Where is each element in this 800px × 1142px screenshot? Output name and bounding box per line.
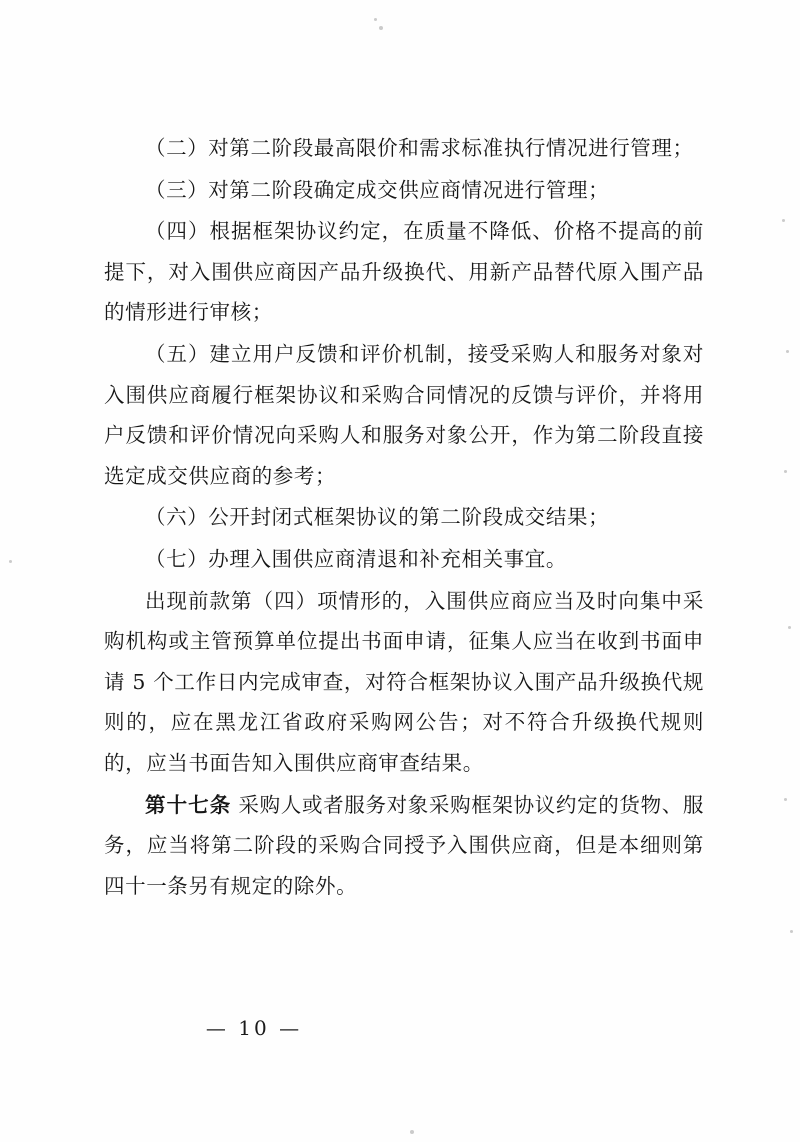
article-number: 第十七条 — [145, 792, 232, 817]
paragraph-item-3 — [104, 170, 704, 211]
scan-speck — [379, 26, 383, 30]
scan-speck — [790, 930, 793, 933]
scan-speck — [788, 626, 791, 629]
paragraph-article-17 — [104, 785, 704, 907]
scan-speck — [784, 470, 787, 473]
scan-speck — [410, 1130, 414, 1134]
scan-speck — [784, 798, 787, 801]
page-footer — [0, 1016, 800, 1040]
paragraph-text: （五）建立用户反馈和评价机制，接受采购人和服务对象对入围供应商履行框架协议和采购合同情况的反馈与评价，并将用户反馈和评价情况向采购人和服务对象公开，作为第二阶段直接选定成交供应商的参考； — [104, 341, 704, 488]
document-body — [104, 128, 704, 907]
paragraph-item-6 — [104, 497, 704, 538]
paragraph-supplement — [104, 581, 704, 784]
scan-speck — [9, 560, 12, 563]
paragraph-item-5 — [104, 334, 704, 496]
paragraph-text: （二）对第二阶段最高限价和需求标准执行情况进行管理； — [145, 136, 694, 160]
paragraph-item-2 — [104, 128, 704, 169]
paragraph-text: （三）对第二阶段确定成交供应商情况进行管理； — [145, 177, 610, 202]
paragraph-text: （七）办理入围供应商清退和补充相关事宜。 — [145, 546, 567, 571]
paragraph-text: 采购人或者服务对象采购框架协议约定的货物、服务，应当将第二阶段的采购合同授予入围供应商，但是本细则第四十一条另有规定的除外。 — [104, 792, 705, 898]
paragraph-text: （四）根据框架协议约定，在质量不降低、价格不提高的前提下，对入围供应商因产品升级换代、用新产品替代原入围产品的情形进行审核； — [104, 219, 704, 325]
paragraph-item-7 — [104, 539, 704, 580]
scan-speck — [782, 219, 785, 222]
paragraph-item-4 — [104, 211, 704, 333]
scan-speck — [374, 18, 377, 21]
paragraph-text: 出现前款第（四）项情形的，入围供应商应当及时向集中采购机构或主管预算单位提出书面申请，征集人应当在收到书面申请 5 个工作日内完成审查，对符合框架协议入围产品升级换代规则的，应在黑龙江省政府采购网公告；对不符合升级换代规则的，应当书面告知入围供应商审查结果。 — [104, 588, 704, 775]
page-number: — 10 — — [205, 1016, 303, 1040]
paragraph-text: （六）公开封闭式框架协议的第二阶段成交结果； — [145, 505, 610, 530]
scan-speck — [786, 350, 789, 353]
